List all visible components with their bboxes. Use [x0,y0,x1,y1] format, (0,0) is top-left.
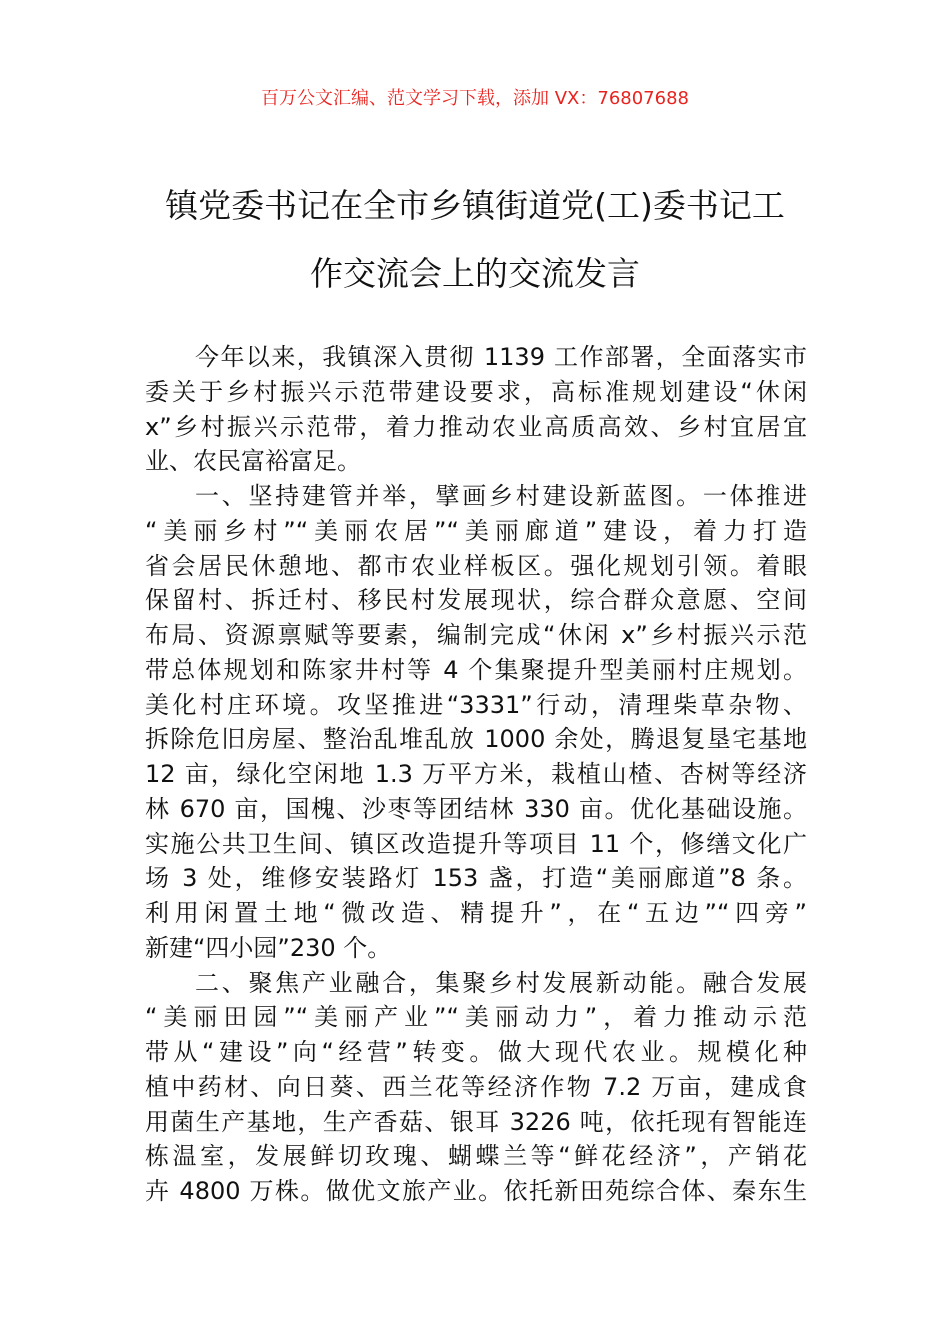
body-text-line: 保留村、拆迁村、移民村发展现状，综合群众意愿、空间 [145,586,807,615]
body-text-line: 利用闲置土地“微改造、精提升”，在“五边”“四旁” [145,899,807,927]
body-text-line: 业、农民富裕富足。 [145,447,361,476]
body-text-line: “美丽乡村”“美丽农居”“美丽廊道”建设，着力打造 [145,516,807,545]
body-text-line: x”乡村振兴示范带，着力推动农业高质高效、乡村宜居宜 [145,412,807,441]
body-text-line: 12 亩，绿化空闲地 1.3 万平方米，栽植山楂、杏树等经济 [145,760,807,788]
body-text-line: 带总体规划和陈家井村等 4 个集聚提升型美丽村庄规划。 [145,655,807,684]
body-text-line: 新建“四小园”230 个。 [145,933,392,962]
body-text-line: 栋温室，发展鲜切玫瑰、蝴蝶兰等“鲜花经济”，产销花 [145,1142,807,1171]
body-text-line: 卉 4800 万株。做优文旅产业。依托新田苑综合体、秦东生 [145,1177,807,1205]
watermark-header: 百万公文汇编、范文学习下载，添加 VX：76807688 [261,88,689,109]
body-text-line: 林 670 亩，国槐、沙枣等团结林 330 亩。优化基础设施。 [145,794,807,823]
body-text-line: 今年以来，我镇深入贯彻 1139 工作部署，全面落实市 [195,343,807,371]
body-text-line: “美丽田园”“美丽产业”“美丽动力”，着力推动示范 [145,1003,807,1032]
document-title-line-2: 作交流会上的交流发言 [310,254,640,293]
body-text-line: 场 3 处，维修安装路灯 153 盏，打造“美丽廊道”8 条。 [145,864,807,893]
body-text-line: 植中药材、向日葵、西兰花等经济作物 7.2 万亩，建成食 [145,1072,807,1101]
body-text-line: 用菌生产基地，生产香菇、银耳 3226 吨，依托现有智能连 [145,1107,807,1136]
document-body [145,340,807,1209]
body-text-line: 省会居民休憩地、都市农业样板区。强化规划引领。着眼 [145,551,807,580]
body-text-line: 美化村庄环境。攻坚推进“3331”行动，清理柴草杂物、 [145,690,807,719]
body-text-line: 布局、资源禀赋等要素，编制完成“休闲 x”乡村振兴示范 [145,621,807,649]
body-text-line: 二、聚焦产业融合，集聚乡村发展新动能。融合发展 [195,968,807,997]
body-text-line: 委关于乡村振兴示范带建设要求，高标准规划建设“休闲 [145,377,807,406]
body-text-line: 一、坚持建管并举，擘画乡村建设新蓝图。一体推进 [195,482,807,510]
body-text-line: 拆除危旧房屋、整治乱堆乱放 1000 余处，腾退复垦宅基地 [145,725,807,754]
document-title-line-1: 镇党委书记在全市乡镇街道党(工)委书记工 [165,186,785,225]
body-text-line: 带从“建设”向“经营”转变。做大现代农业。规模化种 [145,1038,807,1066]
body-text-line: 实施公共卫生间、镇区改造提升等项目 11 个，修缮文化广 [145,829,807,858]
